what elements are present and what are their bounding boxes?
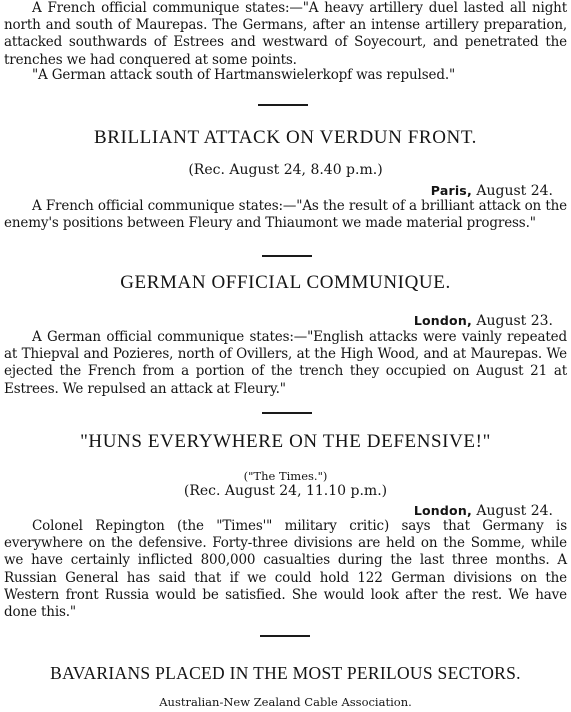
huns-heading: "HUNS EVERYWHERE ON THE DEFENSIVE!" bbox=[80, 431, 491, 452]
german-dateline-date: August 23. bbox=[476, 313, 553, 329]
section-divider bbox=[258, 104, 308, 106]
verdun-received: (Rec. August 24, 8.40 p.m.) bbox=[188, 162, 383, 178]
huns-dateline-place: London, bbox=[413, 503, 472, 518]
verdun-dateline-place: Paris, bbox=[430, 183, 472, 198]
intro-paragraph: A French official communique states:—"A heavy artillery duel lasted all night north and south of Maurepas. The Germans, after an intense artillery preparation, attacked southwards of Estrees and westward of Soyecourt, and penetrated the trenches we had conquered at some points. bbox=[4, 0, 567, 68]
german-dateline-place: London, bbox=[413, 313, 472, 328]
intro-paragraph-repulse: "A German attack south of Hartmanswielerkopf was repulsed." bbox=[32, 67, 456, 83]
verdun-heading: BRILLIANT ATTACK ON VERDUN FRONT. bbox=[94, 127, 477, 148]
german-dateline bbox=[414, 312, 553, 330]
german-body: A German official communique states:—"English attacks were vainly repeated at Thiepval and Pozieres, north of Ovillers, at the High Wood, and at Maurepas. We ejected the French from a portion of the trench they occupied on August 21 at Estrees. We repulsed an attack at Fleury." bbox=[4, 329, 567, 397]
huns-received: (Rec. August 24, 11.10 p.m.) bbox=[183, 483, 388, 499]
section-divider bbox=[262, 412, 312, 414]
section-divider bbox=[262, 255, 312, 257]
bavarians-heading: BAVARIANS PLACED IN THE MOST PERILOUS SECTORS. bbox=[50, 663, 521, 683]
section-divider bbox=[260, 635, 310, 637]
verdun-body: A French official communique states:—"As the result of a brilliant attack on the enemy's positions between Fleury and Thiaumont we made material progress." bbox=[4, 198, 567, 232]
german-heading: GERMAN OFFICIAL COMMUNIQUE. bbox=[120, 272, 451, 293]
huns-body: Colonel Repington (the "Times'" military critic) says that Germany is everywhere on the defensive. Forty-three divisions are held on the Somme, while we have certainly inflicted 800,000 casualties during the last three months. A Russian General has said that if we could hold 122 German divisions on the Western front Russia would be satisfied. She would look after the rest. We have done this." bbox=[4, 518, 567, 621]
huns-source: ("The Times.") bbox=[243, 469, 328, 483]
verdun-dateline-date: August 24. bbox=[476, 183, 553, 199]
bavarians-byline: Australian-New Zealand Cable Association. bbox=[159, 695, 412, 709]
huns-dateline-date: August 24. bbox=[476, 503, 553, 519]
